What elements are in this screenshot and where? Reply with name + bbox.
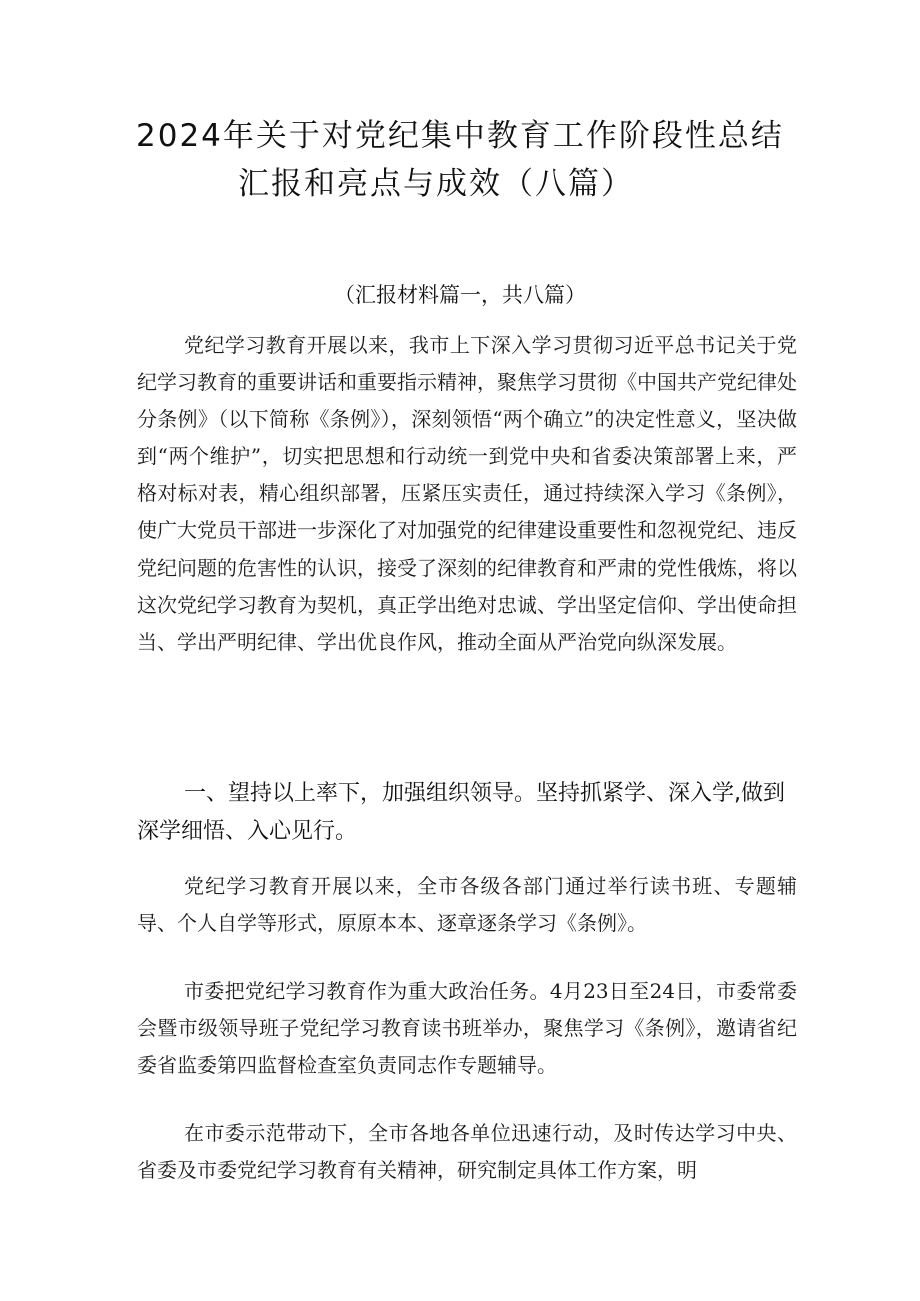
document-title-line-1: 2024年关于对党纪集中教育工作阶段性总结: [136, 118, 784, 154]
document-subtitle: （汇报材料篇一，共八篇）: [334, 283, 586, 307]
section-heading-1: 一、望持以上率下，加强组织领导。坚持抓紧学、深入学,做到深学细悟、入心见行。: [137, 781, 785, 844]
paragraph-demonstration: 在市委示范带动下，全市各地各单位迅速行动，及时传达学习中央、省委及市委党纪学习教育有关精神，研究制定具体工作方案，明: [137, 1121, 797, 1183]
paragraph-study-forms: 党纪学习教育开展以来，全市各级各部门通过举行读书班、专题辅导、个人自学等形式，原原本本、逐章逐条学习《条例》。: [137, 874, 797, 936]
paragraph-intro: 党纪学习教育开展以来，我市上下深入学习贯彻习近平总书记关于党纪学习教育的重要讲话和重要指示精神，聚焦学习贯彻《中国共产党纪律处分条例》（以下简称《条例》），深刻领悟“两个确立”的决定性意义，坚决做到“两个维护”，切实把思想和行动统一到党中央和省委决策部署上来，严格对标对表，精心组织部署，压紧压实责任，通过持续深入学习《条例》，使广大党员干部进一步深化了对加强党的纪律建设重要性和忽视党纪、违反党纪问题的危害性的认识，接受了深刻的纪律教育和严肃的党性俄炼，将以这次党纪学习教育为契机，真正学出绝对忠诚、学出坚定信仰、学出使命担当、学出严明纪律、学出优良作风，推动全面从严治党向纵深发展。: [137, 333, 797, 654]
document-title-line-2: 汇报和亮点与成效（八篇）: [238, 166, 634, 202]
paragraph-municipal-committee: 市委把党纪学习教育作为重大政治任务。4月23日至24日，市委常委会暨市级领导班子党纪学习教育读书班举办，聚焦学习《条例》，邀请省纪委省监委第四监督检查室负责同志作专题辅导。: [137, 979, 797, 1078]
